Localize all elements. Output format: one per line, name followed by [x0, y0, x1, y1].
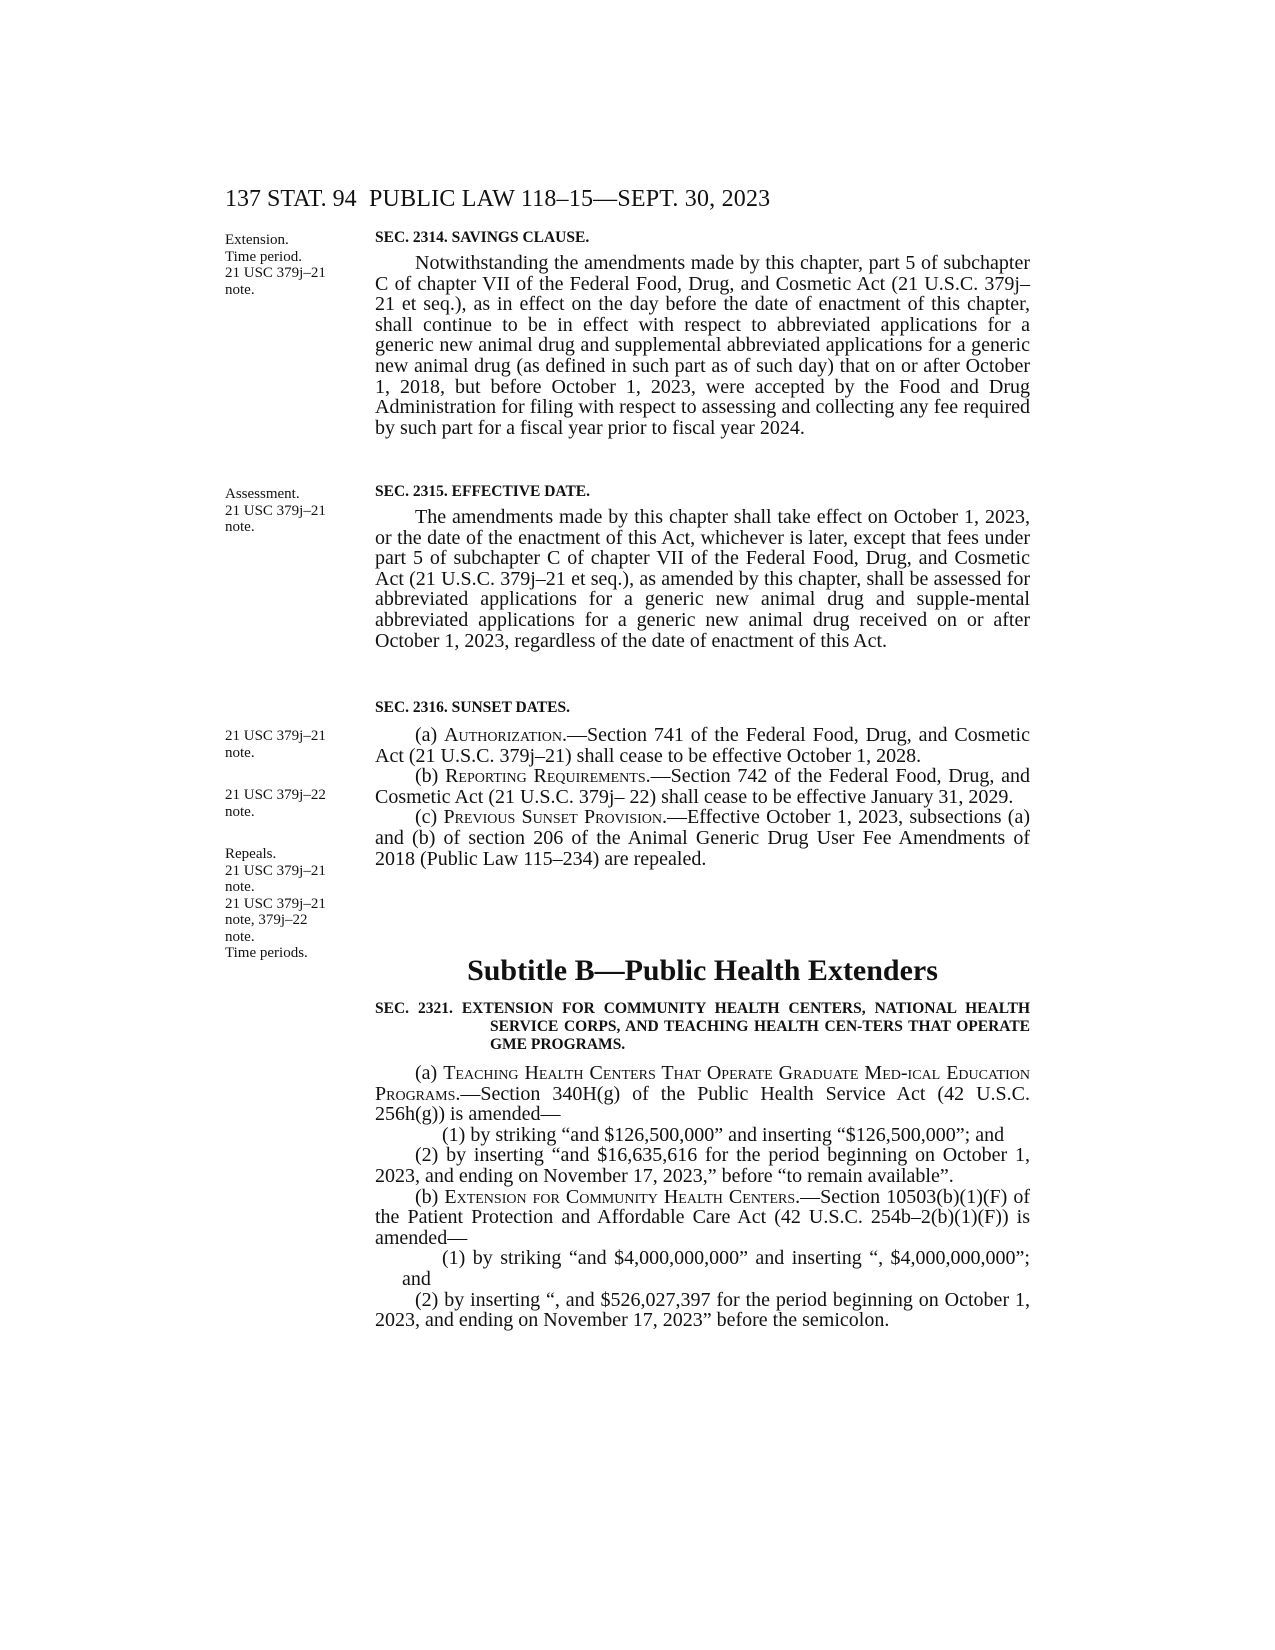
public-law-title: PUBLIC LAW 118–15—SEPT. 30, 2023	[369, 186, 771, 212]
section-heading: SEC. 2316. SUNSET DATES.	[375, 699, 570, 716]
subsection-b: (b) Extension for Community Health Centers.—Section 10503(b)(1)(F) of the Patient Protection and Affordable Care Act (42 U.S.C. 254b–2(b)(1)(F)) is amended—	[375, 1185, 1030, 1249]
margin-note-sec-2315: Assessment. 21 USC 379j–21 note.	[225, 486, 326, 535]
section-heading: SEC. 2315. EFFECTIVE DATE.	[375, 483, 591, 500]
section-2315	[375, 483, 1030, 651]
section-heading: SEC. 2321. EXTENSION FOR COMMUNITY HEALTH CENTERS, NATIONAL HEALTH SERVICE CORPS, AND TEACHING HEALTH CEN-TERS THAT OPERATE GME PROGRAMS.	[375, 1000, 1030, 1053]
subsection-a: (a) Teaching Health Centers That Operate Graduate Med-ical Education Programs.—Section 340H(g) of the Public Health Service Act (42 U.S.C. 256h(g)) is amended—	[375, 1062, 1030, 1126]
section-body: The amendments made by this chapter shall take effect on October 1, 2023, or the date of the enactment of this Act, whichever is later, except that fees under part 5 of subchapter C of chapter VII of the Federal Food, Drug, and Cosmetic Act (21 U.S.C. 379j–21 et seq.), as amended by this chapter, shall be assessed for abbreviated applications for a generic new animal drug and supple-mental abbreviated applications for a generic new animal drug received on or after October 1, 2023, regardless of the date of enactment of this Act.	[375, 506, 1030, 652]
statute-page-number: 137 STAT. 94	[225, 186, 357, 212]
subsection-a: (a) Authorization.—Section 741 of the Federal Food, Drug, and Cosmetic Act (21 U.S.C. 379j–21) shall cease to be effective October 1, 2028.	[375, 724, 1030, 767]
page-header	[225, 186, 1030, 220]
margin-note-sec-2316-a: 21 USC 379j–21 note.	[225, 728, 326, 761]
subsection-b: (b) Reporting Requirements.—Section 742 of the Federal Food, Drug, and Cosmetic Act (21 U.S.C. 379j– 22) shall cease to be effective January 31, 2029.	[375, 765, 1030, 808]
subtitle-heading: Subtitle B—Public Health Extenders	[467, 954, 938, 987]
margin-note-sec-2314: Extension. Time period. 21 USC 379j–21 note.	[225, 232, 326, 298]
paragraph-a1: (1) by striking “and $126,500,000” and inserting “$126,500,000”; and	[442, 1123, 1005, 1146]
section-2321	[375, 1000, 1030, 1331]
margin-note-sec-2316-b: 21 USC 379j–22 note.	[225, 787, 326, 820]
section-heading: SEC. 2314. SAVINGS CLAUSE.	[375, 229, 590, 246]
paragraph-b1: (1) by striking “and $4,000,000,000” and inserting “, $4,000,000,000”; and	[402, 1247, 1030, 1290]
paragraph-b2: (2) by inserting “, and $526,027,397 for the period beginning on October 1, 2023, and ending on November 17, 2023” before the semicolon.	[375, 1288, 1030, 1332]
paragraph-a2: (2) by inserting “and $16,635,616 for the period beginning on October 1, 2023, and ending on November 17, 2023,” before “to remain available”.	[375, 1144, 1030, 1187]
section-2314	[375, 229, 1030, 438]
margin-note-sec-2316-c: Repeals. 21 USC 379j–21 note. 21 USC 379j–21 note, 379j–22 note. Time periods.	[225, 846, 326, 961]
section-body: Notwithstanding the amendments made by this chapter, part 5 of subchapter C of chapter VII of the Federal Food, Drug, and Cosmetic Act (21 U.S.C. 379j–21 et seq.), as in effect on the day before the date of enactment of this chapter, shall continue to be in effect with respect to abbreviated applications for a generic new animal drug and supplemental abbreviated applications for a generic new animal drug (as defined in such part as of such day) that on or after October 1, 2018, but before October 1, 2023, were accepted by the Food and Drug Administration for filing with respect to assessing and collecting any fee required by such part for a fiscal year prior to fiscal year 2024.	[375, 252, 1030, 439]
subsection-c: (c) Previous Sunset Provision.—Effective October 1, 2023, subsections (a) and (b) of section 206 of the Animal Generic Drug User Fee Amendments of 2018 (Public Law 115–234) are repealed.	[375, 806, 1030, 870]
section-2316	[375, 699, 1030, 869]
